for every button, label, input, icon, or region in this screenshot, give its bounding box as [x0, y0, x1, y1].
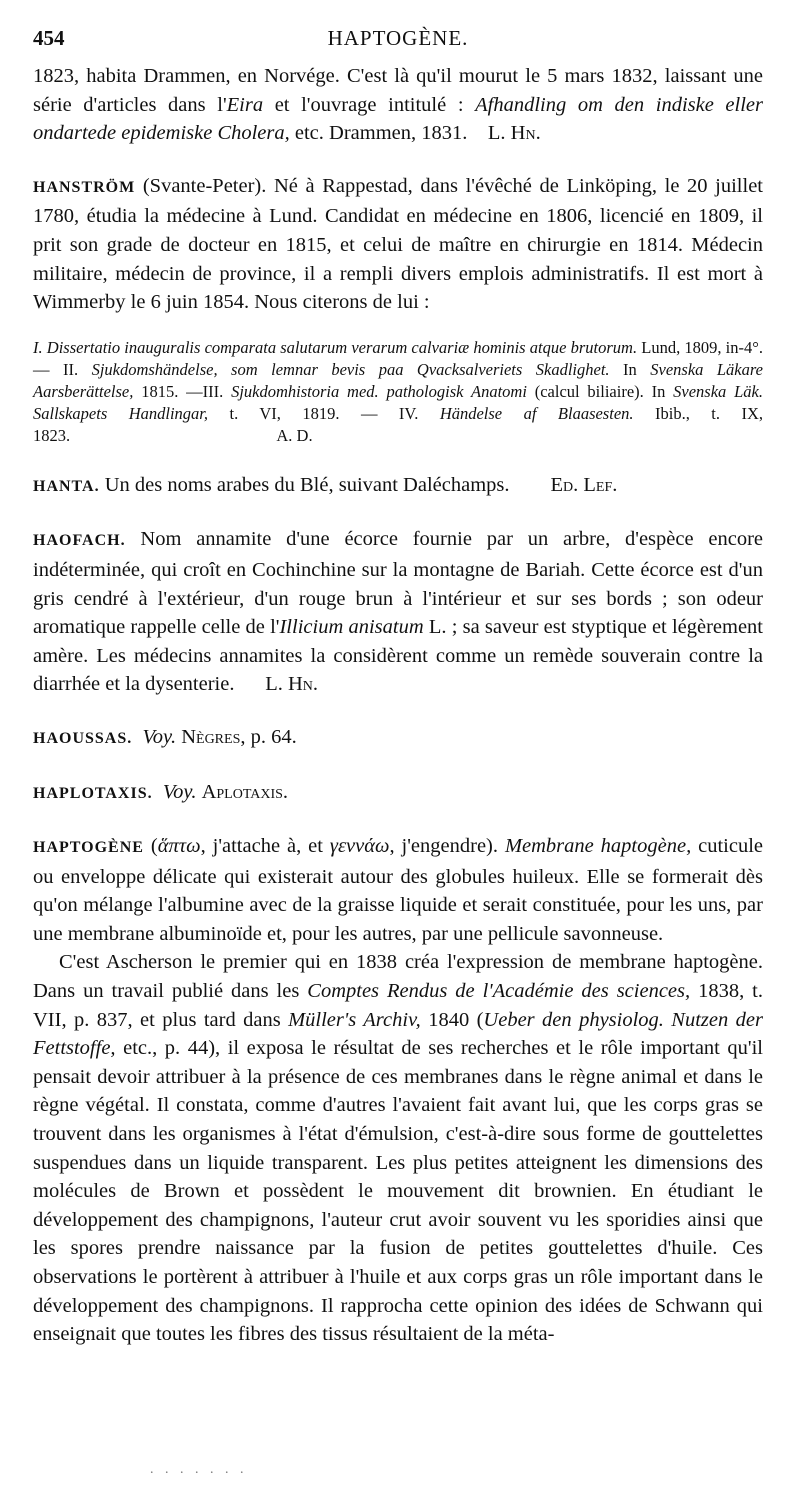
- entry-haplotaxis: HAPLOTAXIS. Voy. Aplotaxis.: [33, 780, 289, 803]
- entry-hanta: HANTA. Un des noms arabes du Blé, suivant Daléchamps. Ed. Lef.: [33, 473, 618, 496]
- running-header: [33, 26, 763, 56]
- author-signature: L. Hn.: [265, 673, 319, 696]
- bibliography: I. Dissertatio inauguralis comparata salutarum verarum calvariæ hominis atque brutorum. Lund, 1809, in-4°. — II. Sjukdomshändelse, som lemnar bevis paa Qvacksalveriets Skadlighet. In Svenska Läkare Aarsberättelse, 1815. —III. Sjukdomhistoria med. pathologisk Anatomi (calcul biliaire). In Svenska Läk. Sallskapets Handlingar, t. VI, 1819. — IV. Händelse af Blaasesten. Ibib., t. IX, 1823. A. D.: [33, 337, 763, 445]
- author-signature: A. D.: [276, 425, 313, 445]
- footer-marks: . . . . . . .: [150, 1462, 248, 1477]
- entry-hanstrom: HANSTRÖM (Svante-Peter). Né à Rappestad, dans l'évêché de Linköping, le 20 juillet 1780, étudia la médecine à Lund. Candidat en médecine en 1806, licencié en 1809, il prit son grade de docteur en 1815, et celui de maître en chirurgie en 1814. Médecin militaire, médecin de province, il a rempli divers emplois administratifs. Il est mort à Wimmerby le 6 juin 1854. Nous citerons de lui :: [33, 174, 763, 314]
- headword: HAPLOTAXIS.: [33, 784, 153, 802]
- author-signature: L. Hn.: [487, 122, 541, 145]
- running-title: HAPTOGÈNE.: [327, 26, 469, 50]
- haptogene-history-paragraph: C'est Ascherson le premier qui en 1838 créa l'expression de membrane haptogène. Dans un travail publié dans les Comptes Rendus de l'Académie des sciences, 1838, t. VII, p. 837, et plus tard dans Müller's Archiv, 1840 (Ueber den physiolog. Nutzen der Fettstoffe, etc., p. 44), il exposa le résultat de ses recherches et le rôle important qu'il pensait devoir attribuer à la présence de ces membranes dans le règne animal et dans le règne végétal. Il constata, comme d'autres l'avaient fait avant lui, que les corps gras se trouvent dans les organismes à l'état d'émulsion, c'est-à-dire sous forme de gouttelettes suspendues dans un liquide transparent. Les plus petites atteignent les dimensions des molécules de Brown et possèdent le mouvement dit brownien. En étudiant le développement des champignons, l'auteur crut avoir souvent vu les sporidies ainsi que les spores prendre naissance par la fusion de petites gouttelettes d'huile. Ces observations le portèrent à attribuer à l'huile et aux corps gras un rôle important dans le développement des champignons. Il rapprocha cette opinion des idées de Schwann qui enseignait que toutes les fibres des tissus résultaient de la méta-: [33, 951, 763, 1346]
- author-signature: Ed. Lef.: [550, 473, 618, 496]
- entry-haptogene: HAPTOGÈNE (ἅπτω, j'attache à, et γεννάω, j'engendre). Membrane haptogène, cuticule ou enveloppe délicate qui existerait autour des globules huileux. Elle se formerait dès qu'on mélange l'albumine avec de la graisse liquide et serait constituée, pour les uns, par une membrane albuminoïde et, pour les autres, par une pellicule savonneuse.: [33, 835, 764, 945]
- headword: HAOUSSAS.: [33, 729, 133, 747]
- headword: HANTA.: [33, 477, 100, 495]
- entry-haoussas: HAOUSSAS. Voy. Nègres, p. 64.: [33, 725, 297, 748]
- headword: HAPTOGÈNE: [33, 839, 144, 857]
- headword: HANSTRÖM: [33, 178, 136, 196]
- page: [33, 26, 763, 1349]
- cross-reference: Nègres: [181, 725, 241, 748]
- headword: HAOFACH.: [33, 532, 126, 550]
- cross-reference: Aplotaxis.: [201, 780, 289, 803]
- page-number: 454: [33, 26, 65, 50]
- entry-haofach: HAOFACH. Nom annamite d'une écorce fournie par un arbre, d'espèce encore indéterminée, qui croît en Cochinchine sur la montagne de Bariah. Cette écorce est d'un gris cendré à l'extérieur, d'un rouge brun à l'intérieur et sur ses bords ; son odeur aromatique rappelle celle de l'Illicium anisatum L. ; sa saveur est styptique et légèrement amère. Les médecins annamites la considèrent comme un remède souverain contre la diarrhée et la dysenterie. L. Hn.: [33, 528, 764, 696]
- continuation-paragraph: 1823, habita Drammen, en Norvége. C'est là qu'il mourut le 5 mars 1832, laissant une série d'articles dans l'Eira et l'ouvrage intitulé : Afhandling om den indiske eller ondartede epidemiske Cholera, etc. Drammen, 1831. L. Hn.: [33, 65, 763, 145]
